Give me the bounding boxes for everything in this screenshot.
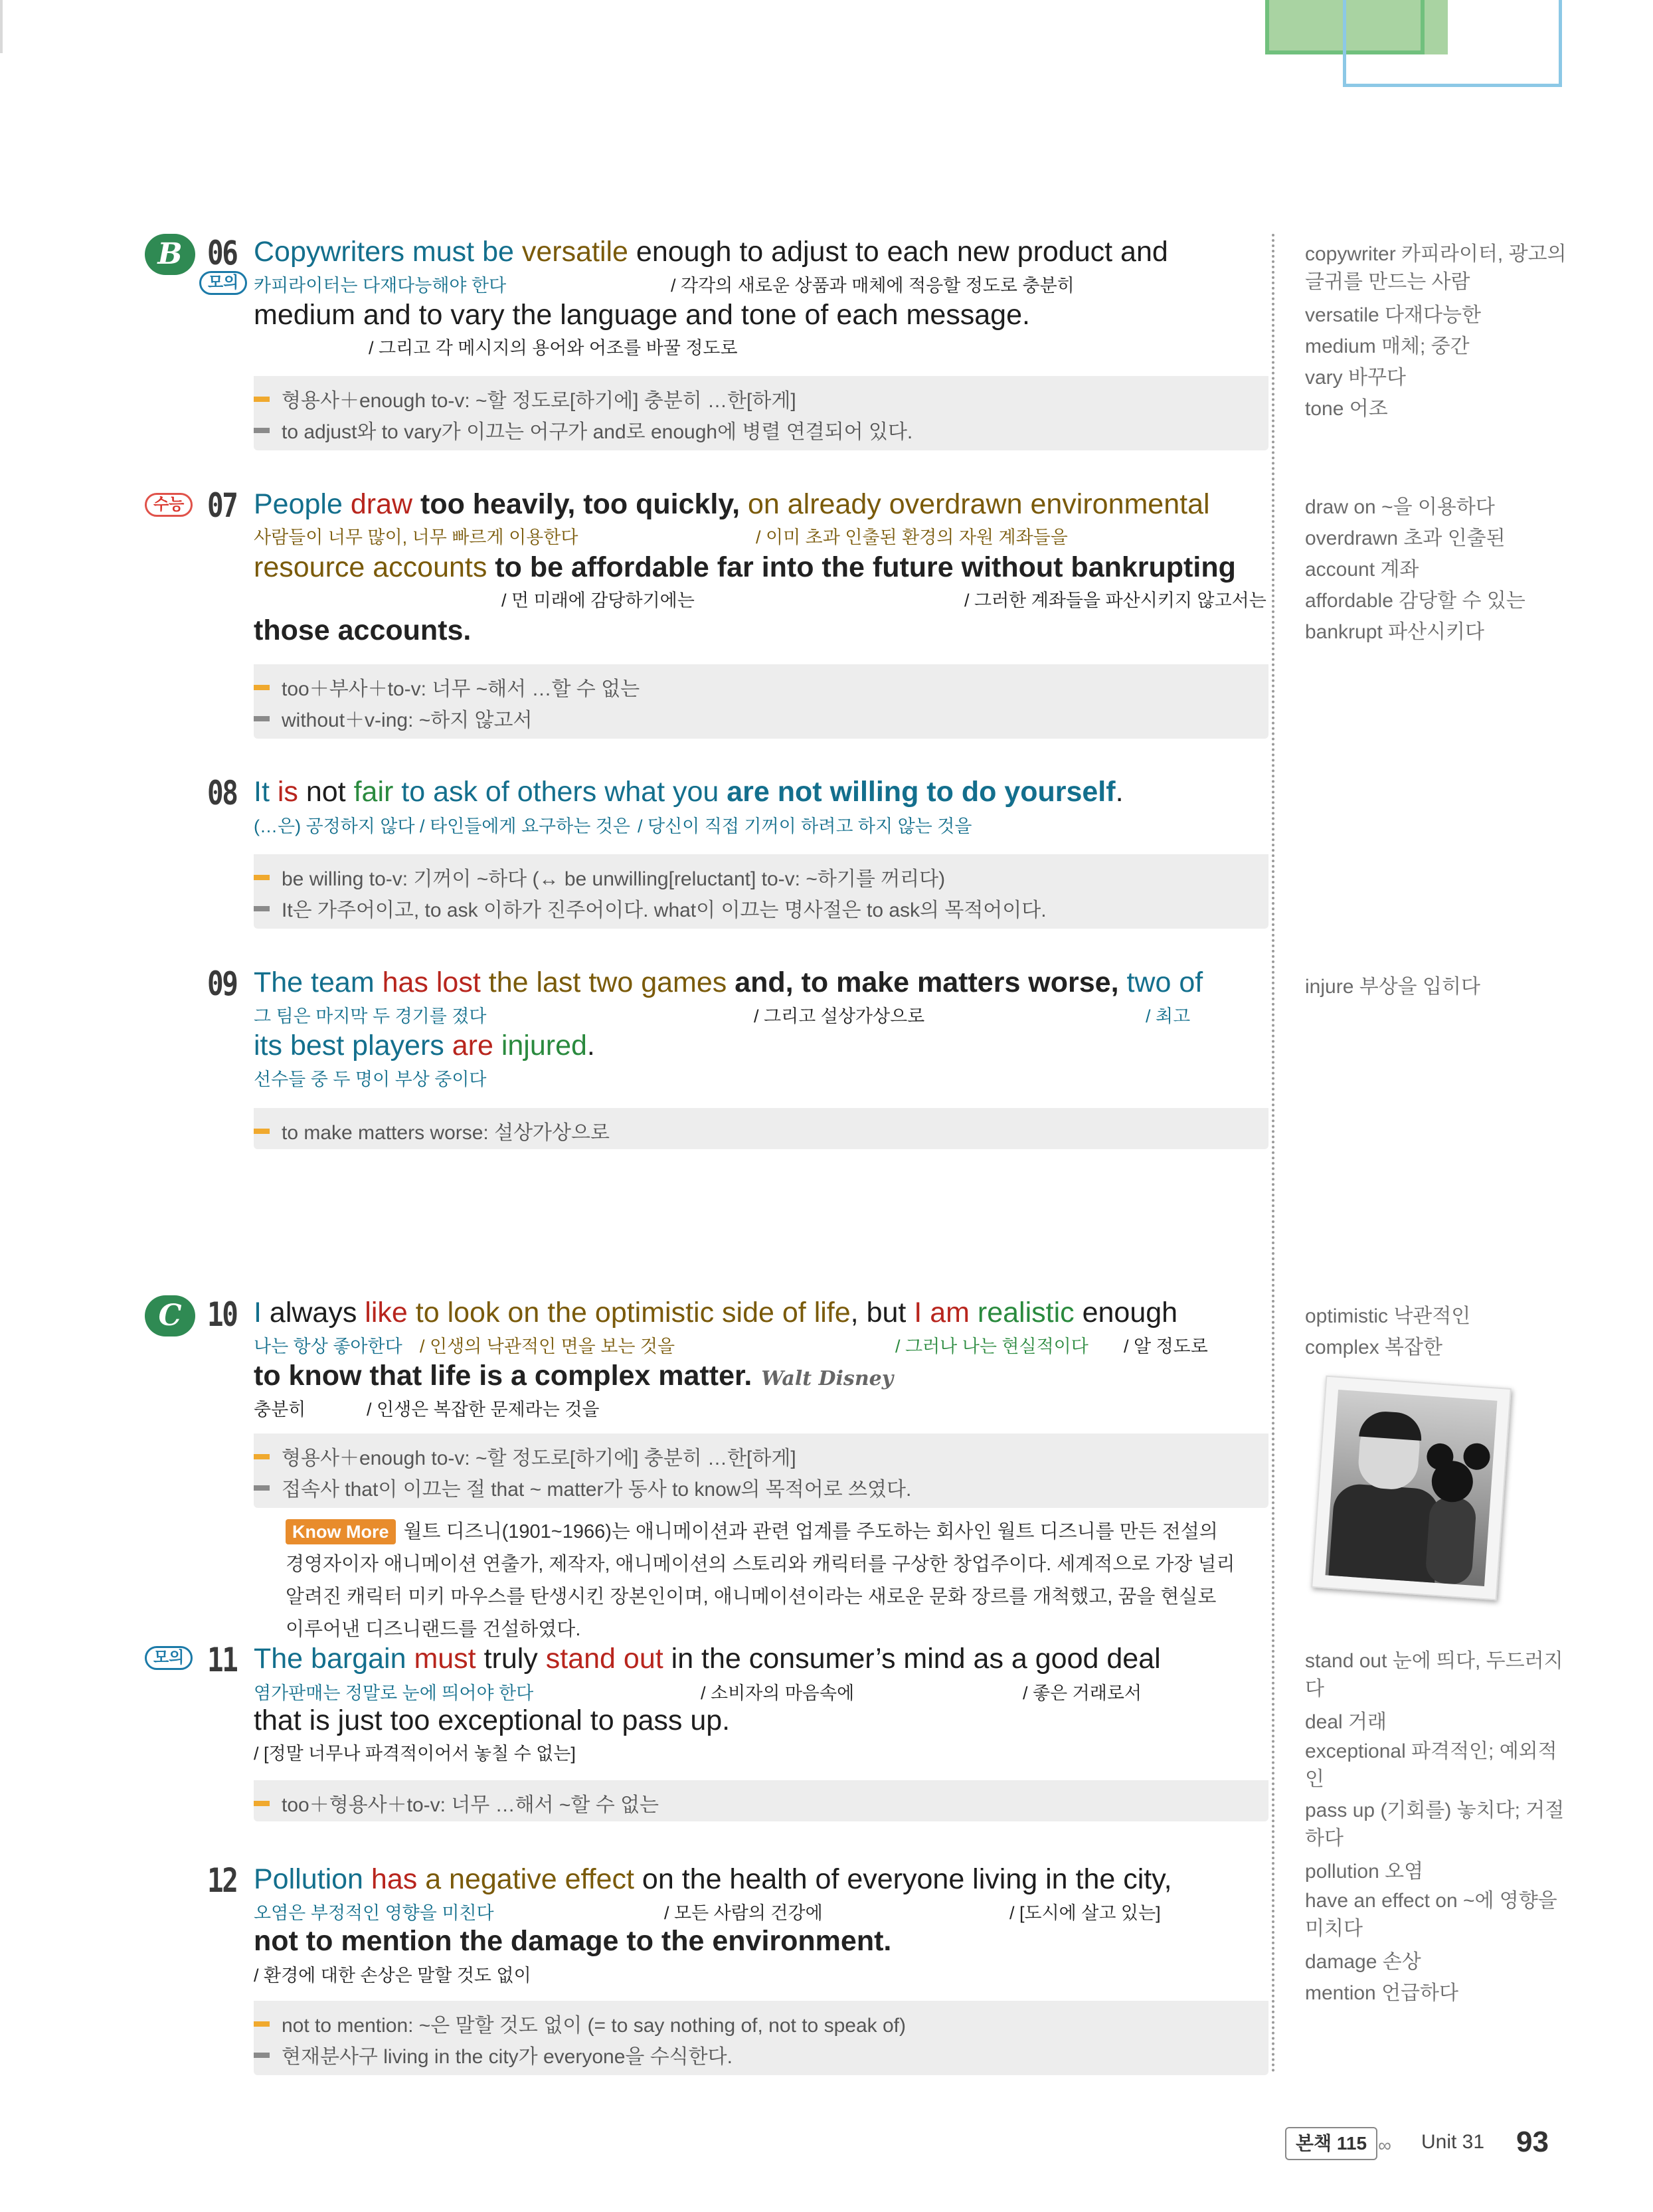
translation-chunk: / 각각의 새로운 상품과 매체에 적응할 정도로 충분히 [671,276,1075,296]
translation-chunk: / 먼 미래에 감당하기에는 [501,591,695,610]
translation-chunk: / 그러나 나는 현실적이다 [895,1336,1088,1356]
translation-chunk: / 그러한 계좌들을 파산시키지 않고서는 [964,591,1266,610]
note-line: to adjust와 to vary가 이끄는 어구가 and로 enough에 병렬 연결되어 있다. [254,415,913,444]
sentence-line: I always like to look on the optimistic side of life, but I am realistic enough [254,1297,1178,1329]
item-number: 09 [207,965,237,1003]
vocab-entry: damage 손상 [1305,1951,1421,1973]
vocab-entry: mention 언급하다 [1305,1982,1458,2004]
translation-chunk: / 당신이 직접 기꺼이 하려고 하지 않는 것을 [638,816,972,836]
translation-chunk: / 이미 초과 인출된 환경의 자원 계좌들을 [756,527,1068,547]
sentence-line: The team has lost the last two games and, to make matters worse, two of [254,967,1203,998]
vocab-entry: affordable 감당할 수 있는 [1305,590,1525,612]
vocab-entry: exceptional 파격적인; 예외적인 [1305,1740,1557,1790]
translation-chunk: / 환경에 대한 손상은 말할 것도 없이 [254,1966,531,1985]
item-number: 06 [207,234,237,272]
vocab-entry: overdrawn 초과 인출된 [1305,527,1506,549]
note-line: too＋부사＋to-v: 너무 ~해서 …할 수 없는 [254,672,640,701]
translation-chunk: 오염은 부정적인 영향을 미친다 [254,1903,494,1923]
know-more-text: 월트 디즈니(1901~1966)는 애니메이션과 관련 업계를 주도하는 회사인 월트 디즈니를 만든 전설의 경영자이자 애니메이션 연출가, 제작자, 애니메이션의 스토리와 캐릭터를 구상한 창업주이다. 세계적으로 가장 널리 알려진 캐릭터 미키 마우스를 탄생시킨 장본인이며, 애니메이션이라는 새로운 문화 장르를 개척했고, 꿈을 현실로 이루어낸 디즈니랜드를 건설하였다. [286,1521,1235,1640]
vocab-entry: injure 부상을 입히다 [1305,976,1480,998]
sentence-line: Copywriters must be versatile enough to adjust to each new product and [254,236,1168,268]
translation-chunk: / 인생의 낙관적인 면을 보는 것을 [420,1336,675,1356]
translation-chunk: / 최고 [1146,1006,1191,1026]
translation-chunk: 충분히 [254,1400,306,1420]
grammar-note [254,854,1268,929]
note-line: 접속사 that이 이끄는 절 that ~ matter가 동사 to know의 목적어로 쓰였다. [254,1473,911,1502]
translation-chunk: 카피라이터는 다재다능해야 한다 [254,276,507,296]
note-line: too＋형용사＋to-v: 너무 …해서 ~할 수 없는 [254,1788,659,1817]
author-credit: Walt Disney [761,1367,894,1390]
vocab-list [1305,492,1571,648]
vocab-entry: optimistic 낙관적인 [1305,1305,1471,1327]
note-line: to make matters worse: 설상가상으로 [254,1116,610,1145]
note-line: without＋v-ing: ~하지 않고서 [254,703,533,733]
translation-chunk: / 인생은 복잡한 문제라는 것을 [367,1400,600,1420]
translation-chunk: (…은) 공정하지 않다 / 타인들에게 요구하는 것은 [254,816,630,836]
grammar-note [254,1780,1268,1821]
sentence-line: its best players are injured. [254,1030,595,1061]
section-badge-c: C [145,1295,195,1336]
section-badge-b: B [145,234,195,275]
translation-chunk: 나는 항상 좋아한다 [254,1336,402,1356]
tag-mock-exam: 모의 [199,271,247,295]
note-line: 형용사＋enough to-v: ~할 정도로[하기에] 충분히 …한[하게] [254,384,796,413]
translation-chunk: / 모든 사람의 건강에 [664,1903,823,1923]
translation-chunk: / [도시에 살고 있는] [1009,1903,1161,1923]
grammar-note [254,2001,1268,2075]
vocab-entry: copywriter 카피라이터, 광고의 글귀를 만드는 사람 [1305,243,1567,293]
vocab-entry: vary 바꾸다 [1305,367,1406,389]
vocab-list [1305,240,1571,424]
translation-chunk: / 그리고 설상가상으로 [754,1006,925,1026]
note-line: not to mention: ~은 말할 것도 없이 (= to say nothing of, not to speak of) [254,2009,906,2038]
sentence-line: resource accounts to be affordable far into the future without bankrupting [254,551,1236,583]
item-number: 07 [207,486,237,525]
sentence-line: Pollution has a negative effect on the health of everyone living in the city, [254,1863,1172,1895]
sentence-line: It is not fair to ask of others what you are not willing to do yourself. [254,776,1124,808]
vocab-list [1305,971,1571,1002]
corner-decoration-blue-frame [1343,0,1562,87]
tag-mock-exam: 모의 [145,1646,193,1670]
note-line: 현재분사구 living in the city가 everyone을 수식한다. [254,2040,733,2069]
translation-chunk: 사람들이 너무 많이, 너무 빠르게 이용한다 [254,527,578,547]
sentence-line: medium and to vary the language and tone of each message. [254,299,1030,331]
vocab-entry: pollution 오염 [1305,1861,1424,1883]
vocab-entry: pass up (기회를) 놓치다; 거절하다 [1305,1799,1565,1849]
unit-label: Unit 31 [1421,2131,1485,2153]
translation-chunk: 그 팀은 마지막 두 경기를 졌다 [254,1006,487,1026]
translation-chunk: / [정말 너무나 파격적이어서 놓칠 수 없는] [254,1744,576,1764]
item-number: 11 [207,1641,237,1679]
vocab-entry: versatile 다재다능한 [1305,304,1481,326]
grammar-note [254,1433,1268,1508]
tag-suneung: 수능 [145,493,193,517]
column-divider [1272,234,1274,2074]
vocab-list [1305,1301,1571,1363]
vocab-entry: tone 어조 [1305,398,1388,420]
translation-chunk: / 좋은 거래로서 [1023,1683,1142,1703]
translation-chunk: 염가판매는 정말로 눈에 띄어야 한다 [254,1683,534,1703]
vocab-entry: account 계좌 [1305,559,1419,581]
vocab-entry: complex 복잡한 [1305,1336,1442,1358]
translation-chunk: 선수들 중 두 명이 부상 중이다 [254,1069,487,1089]
grammar-note [254,664,1268,739]
translation-chunk: / 소비자의 마음속에 [701,1683,855,1703]
page-edge-mark [0,0,3,53]
page-number: 93 [1516,2126,1549,2158]
note-line: be willing to-v: 기꺼이 ~하다 (↔ be unwilling[reluctant] to-v: ~하기를 꺼리다) [254,862,945,891]
sentence-line: those accounts. [254,614,472,646]
sentence-line: not to mention the damage to the environment. [254,1925,892,1957]
sentence-line: that is just too exceptional to pass up. [254,1705,731,1736]
sentence-line: People draw too heavily, too quickly, on already overdrawn environmental [254,488,1210,520]
translation-chunk: / 그리고 각 메시지의 용어와 어조를 바꿀 정도로 [369,338,738,358]
item-number: 08 [207,774,237,812]
main-book-reference: 본책 115 [1285,2127,1377,2160]
sentence-line: to know that life is a complex matter. Walt Disney [254,1360,894,1392]
know-more-label: Know More [286,1519,396,1544]
sentence-line: The bargain must truly stand out in the consumer’s mind as a good deal [254,1643,1161,1675]
vocab-entry: have an effect on ~에 영향을 미치다 [1305,1890,1557,1940]
link-icon: ∞ [1378,2135,1391,2156]
grammar-note [254,1108,1268,1149]
note-line: 형용사＋enough to-v: ~할 정도로[하기에] 충분히 …한[하게] [254,1441,796,1471]
item-number: 10 [207,1295,237,1334]
vocab-entry: draw on ~을 이용하다 [1305,496,1495,518]
vocab-entry: bankrupt 파산시키다 [1305,621,1484,643]
grammar-note [254,376,1268,450]
vocab-entry: stand out 눈에 띄다, 두드러지다 [1305,1650,1563,1700]
know-more-box [286,1516,1235,1646]
translation-chunk: / 알 정도로 [1124,1336,1208,1356]
walt-disney-photo [1311,1376,1512,1601]
vocab-entry: medium 매체; 중간 [1305,335,1470,357]
vocab-list [1305,1647,1571,2009]
note-line: It은 가주어이고, to ask 이하가 진주어이다. what이 이끄는 명사절은 to ask의 목적어이다. [254,893,1047,923]
item-number: 12 [207,1861,237,1900]
vocab-entry: deal 거래 [1305,1711,1387,1733]
